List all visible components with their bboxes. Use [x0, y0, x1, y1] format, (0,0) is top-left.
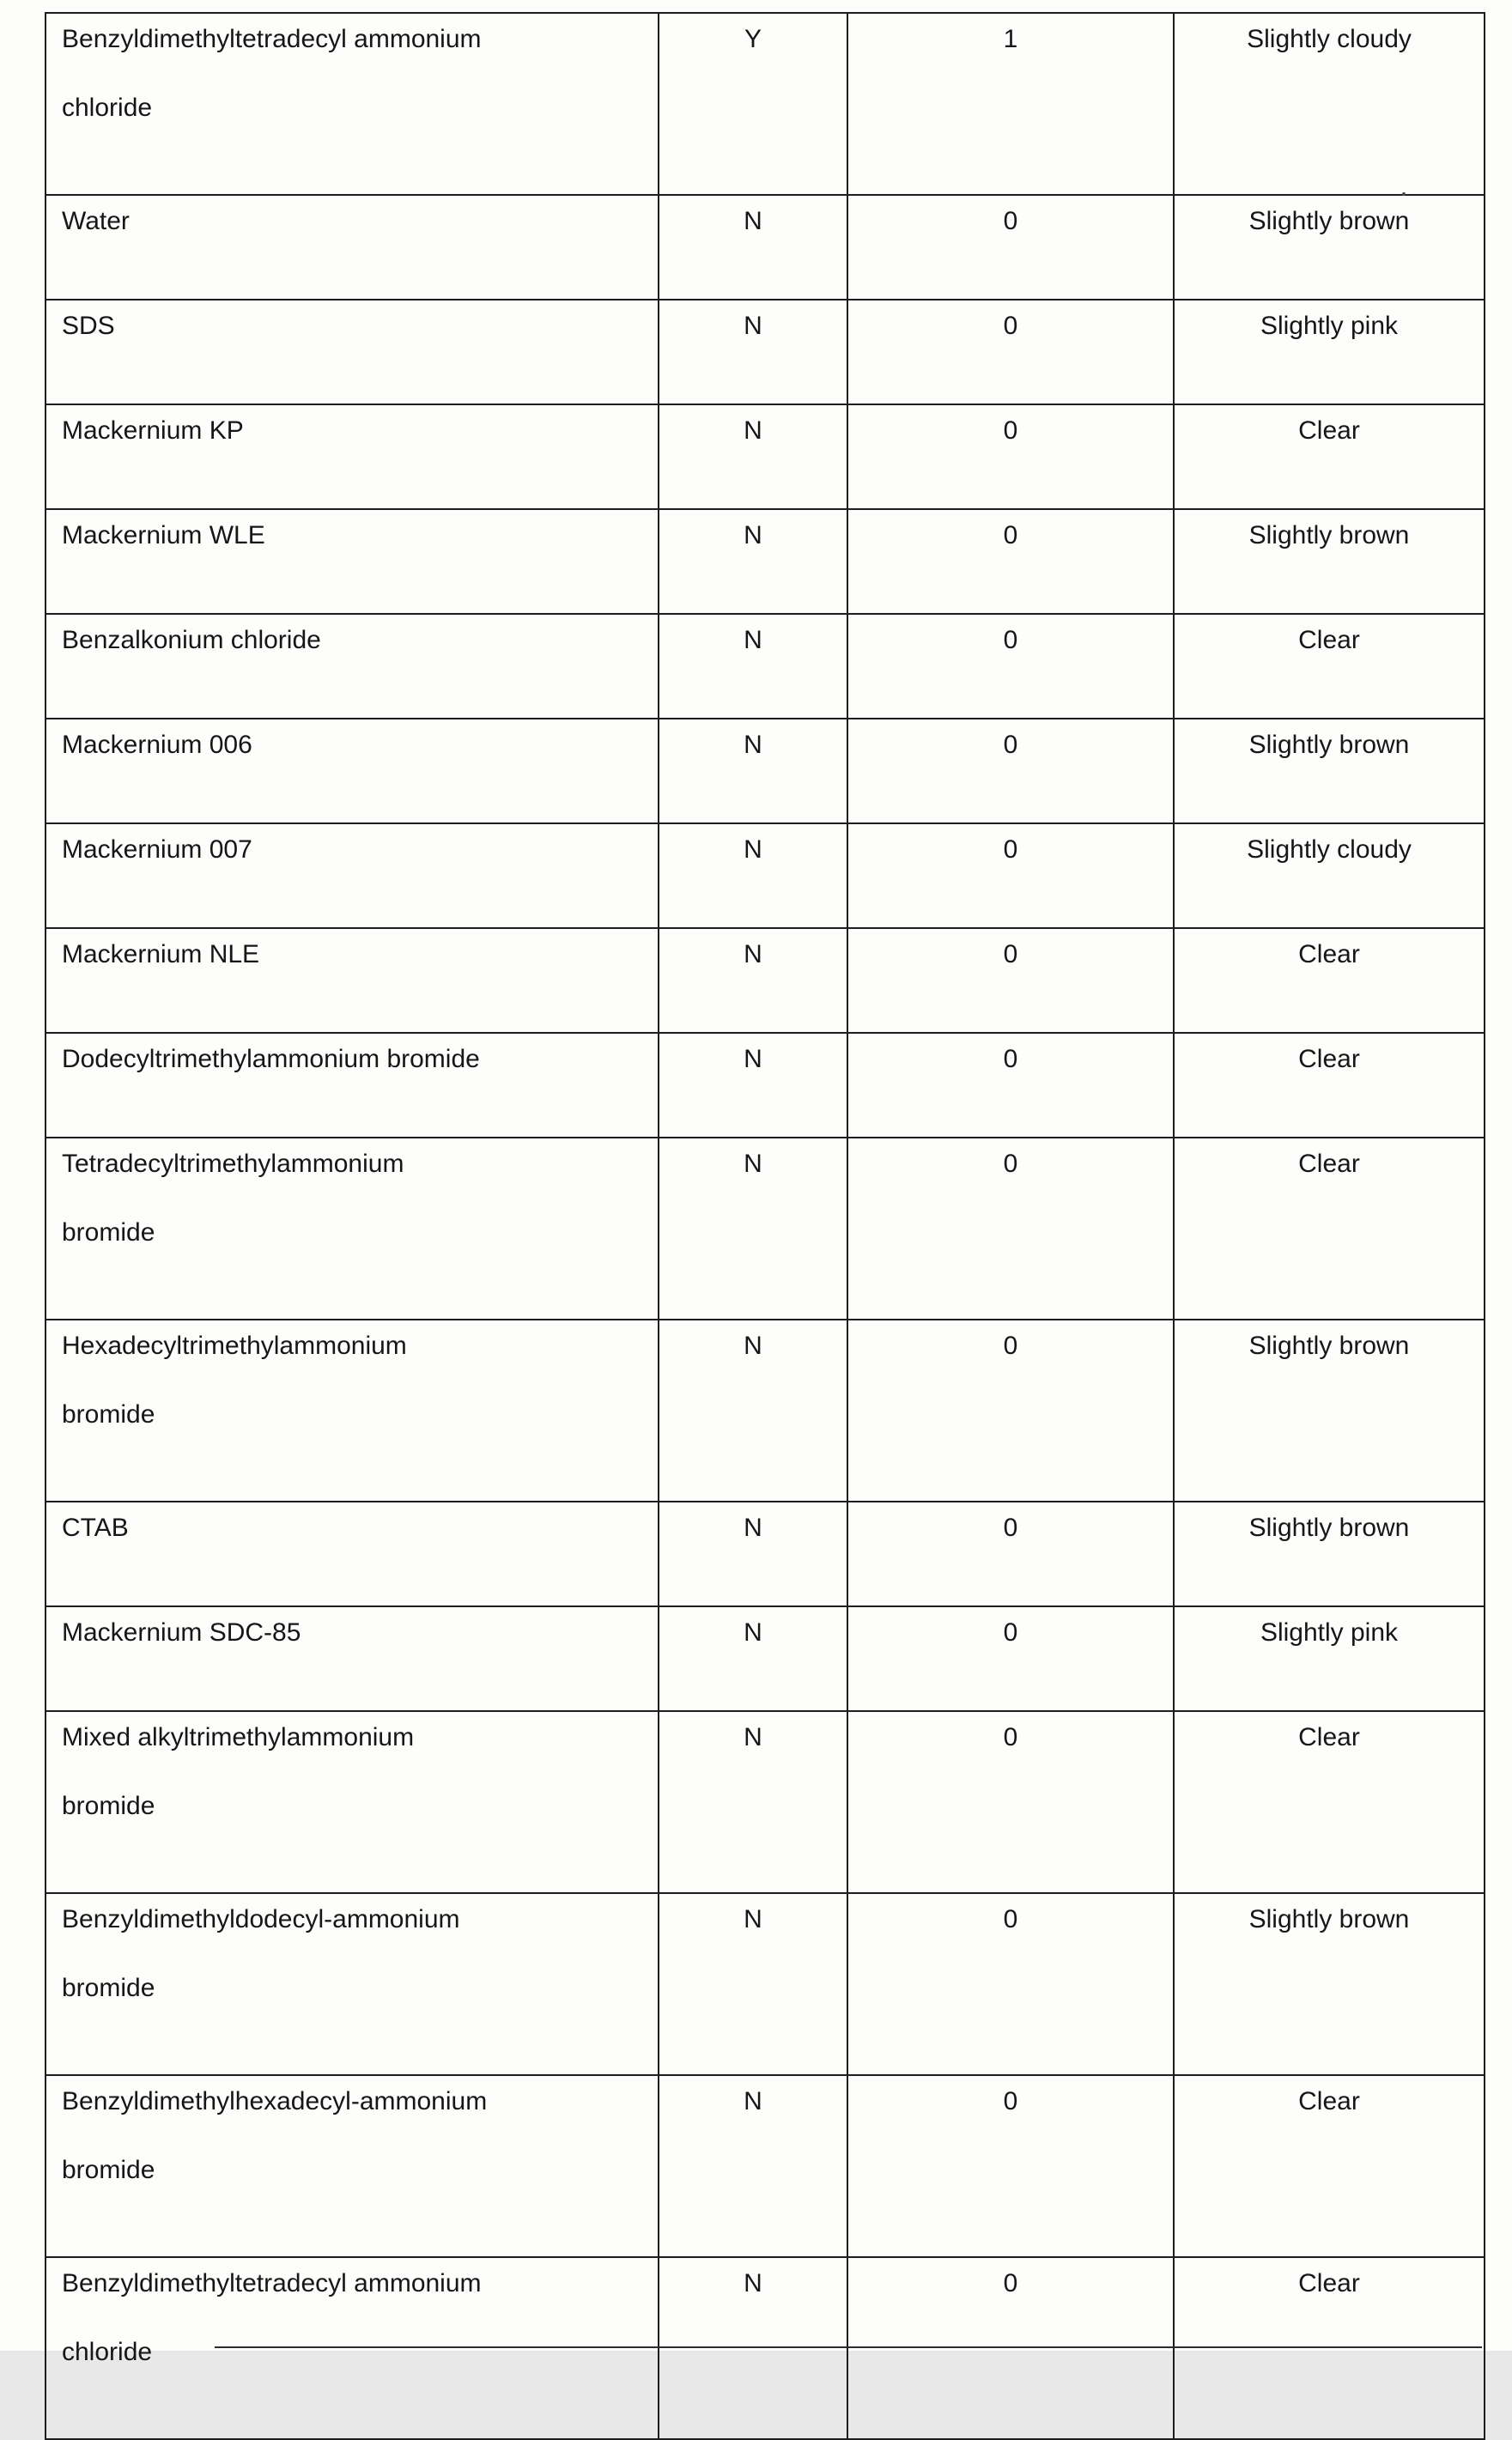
- compound-name-cell: [46, 510, 659, 613]
- appearance-cell: Clear: [1298, 1150, 1360, 1178]
- table-row: [46, 14, 1484, 196]
- compound-name-cell: [46, 615, 659, 718]
- value-cell: 0: [848, 510, 1175, 613]
- page-bottom-cutoff-line: [215, 2346, 1482, 2348]
- compound-name-cell: [46, 405, 659, 508]
- value-cell: 0: [848, 2076, 1175, 2256]
- appearance-cell: Slightly brown: [1248, 1905, 1410, 1933]
- value-cell: 1: [848, 14, 1175, 194]
- flag-cell: N: [659, 2258, 848, 2438]
- compound-name: SDS: [62, 312, 115, 340]
- table-row: [46, 405, 1484, 510]
- compound-name: Dodecyltrimethylammonium bromide: [62, 1045, 480, 1073]
- compound-name-cell: [46, 719, 659, 822]
- compound-name: Tetradecyltrimethylammonium: [62, 1150, 404, 1178]
- value-cell: 0: [848, 405, 1175, 508]
- value-cell: 0: [848, 929, 1175, 1032]
- compound-name-cell: [46, 196, 659, 299]
- value-cell: 0: [848, 1320, 1175, 1501]
- compound-name-cell: [46, 14, 659, 194]
- compound-table: [45, 12, 1485, 2440]
- value-cell: 0: [848, 1138, 1175, 1319]
- appearance-cell: Slightly brown: [1248, 521, 1410, 549]
- compound-name: Mackernium SDC-85: [62, 1618, 301, 1647]
- table-row: [46, 824, 1484, 929]
- flag-cell: N: [659, 1034, 848, 1137]
- compound-name-cell: [46, 1502, 659, 1605]
- compound-name-cell: [46, 1607, 659, 1710]
- compound-name-line2: chloride: [62, 94, 153, 122]
- value-cell: 0: [848, 1502, 1175, 1605]
- flag-cell: N: [659, 615, 848, 718]
- compound-name-cell: [46, 1894, 659, 2074]
- flag-cell: N: [659, 196, 848, 299]
- flag-cell: N: [659, 2076, 848, 2256]
- compound-name: Benzalkonium chloride: [62, 626, 321, 654]
- flag-cell: N: [659, 405, 848, 508]
- flag-cell: N: [659, 719, 848, 822]
- flag-cell: N: [659, 824, 848, 927]
- compound-name-cell: [46, 2258, 659, 2438]
- compound-name: Benzyldimethyldodecyl-ammonium: [62, 1905, 460, 1933]
- compound-name-line2: bromide: [62, 2156, 155, 2184]
- value-cell: 0: [848, 1034, 1175, 1137]
- value-cell: 0: [848, 1712, 1175, 1892]
- appearance-cell: Slightly brown: [1248, 731, 1410, 759]
- compound-name: Benzyldimethyltetradecyl ammonium: [62, 2269, 482, 2297]
- table-row: [46, 929, 1484, 1034]
- compound-name: Mackernium KP: [62, 416, 244, 445]
- table-row: [46, 615, 1484, 719]
- appearance-cell: Clear: [1298, 2269, 1360, 2297]
- appearance-cell: Slightly brown: [1248, 207, 1410, 235]
- compound-name-cell: [46, 1138, 659, 1319]
- value-cell: 0: [848, 300, 1175, 404]
- compound-name-line2: bromide: [62, 1974, 155, 2002]
- appearance-cell: Clear: [1298, 626, 1360, 654]
- compound-name: Mackernium WLE: [62, 521, 265, 549]
- table-row: [46, 1502, 1484, 1607]
- appearance-cell: Slightly brown: [1248, 1332, 1410, 1360]
- compound-name: Benzyldimethylhexadecyl-ammonium: [62, 2087, 488, 2115]
- flag-cell: N: [659, 1502, 848, 1605]
- table-row: [46, 510, 1484, 615]
- compound-name: Mixed alkyltrimethylammonium: [62, 1723, 415, 1751]
- compound-name-cell: [46, 1034, 659, 1137]
- table-row: [46, 1138, 1484, 1320]
- compound-name-cell: [46, 1320, 659, 1501]
- compound-name: CTAB: [62, 1514, 129, 1542]
- appearance-cell: Slightly brown: [1248, 1514, 1410, 1542]
- compound-name-cell: [46, 824, 659, 927]
- value-cell: 0: [848, 615, 1175, 718]
- table-row: [46, 1712, 1484, 1894]
- flag-cell: N: [659, 1894, 848, 2074]
- compound-name: Mackernium NLE: [62, 940, 260, 968]
- compound-name-cell: [46, 929, 659, 1032]
- compound-name: Hexadecyltrimethylammonium: [62, 1332, 407, 1360]
- flag-cell: Y: [659, 14, 848, 194]
- compound-name: Mackernium 007: [62, 835, 252, 864]
- compound-name-line2: bromide: [62, 1792, 155, 1820]
- compound-name-cell: [46, 300, 659, 404]
- table-row: [46, 1320, 1484, 1502]
- compound-name-line2: bromide: [62, 1218, 155, 1247]
- appearance-cell: Slightly cloudy: [1247, 835, 1412, 864]
- flag-cell: N: [659, 929, 848, 1032]
- flag-cell: N: [659, 300, 848, 404]
- compound-name-cell: [46, 2076, 659, 2256]
- appearance-cell: Clear: [1298, 940, 1360, 968]
- table-row: [46, 196, 1484, 300]
- table-row: [46, 2258, 1484, 2440]
- scan-artifact-dot: [1402, 192, 1406, 196]
- table-row: [46, 1607, 1484, 1712]
- compound-name-line2: bromide: [62, 1400, 155, 1429]
- compound-name-cell: [46, 1712, 659, 1892]
- value-cell: 0: [848, 2258, 1175, 2438]
- appearance-cell: Slightly pink: [1260, 1618, 1399, 1647]
- appearance-cell: Clear: [1298, 416, 1360, 445]
- table-row: [46, 719, 1484, 824]
- compound-name-line2: chloride: [62, 2338, 153, 2366]
- appearance-cell: Slightly cloudy: [1247, 25, 1412, 53]
- flag-cell: N: [659, 1607, 848, 1710]
- compound-name: Benzyldimethyltetradecyl ammonium: [62, 25, 482, 53]
- value-cell: 0: [848, 196, 1175, 299]
- compound-name: Water: [62, 207, 130, 235]
- value-cell: 0: [848, 1894, 1175, 2074]
- appearance-cell: Slightly pink: [1260, 312, 1399, 340]
- appearance-cell: Clear: [1298, 1045, 1360, 1073]
- appearance-cell: Clear: [1298, 1723, 1360, 1751]
- value-cell: 0: [848, 824, 1175, 927]
- table-row: [46, 2076, 1484, 2258]
- flag-cell: N: [659, 510, 848, 613]
- table-row: [46, 1034, 1484, 1138]
- flag-cell: N: [659, 1138, 848, 1319]
- value-cell: 0: [848, 1607, 1175, 1710]
- compound-name: Mackernium 006: [62, 731, 252, 759]
- flag-cell: N: [659, 1712, 848, 1892]
- flag-cell: N: [659, 1320, 848, 1501]
- appearance-cell: Clear: [1298, 2087, 1360, 2115]
- table-row: [46, 300, 1484, 405]
- table-row: [46, 1894, 1484, 2076]
- value-cell: 0: [848, 719, 1175, 822]
